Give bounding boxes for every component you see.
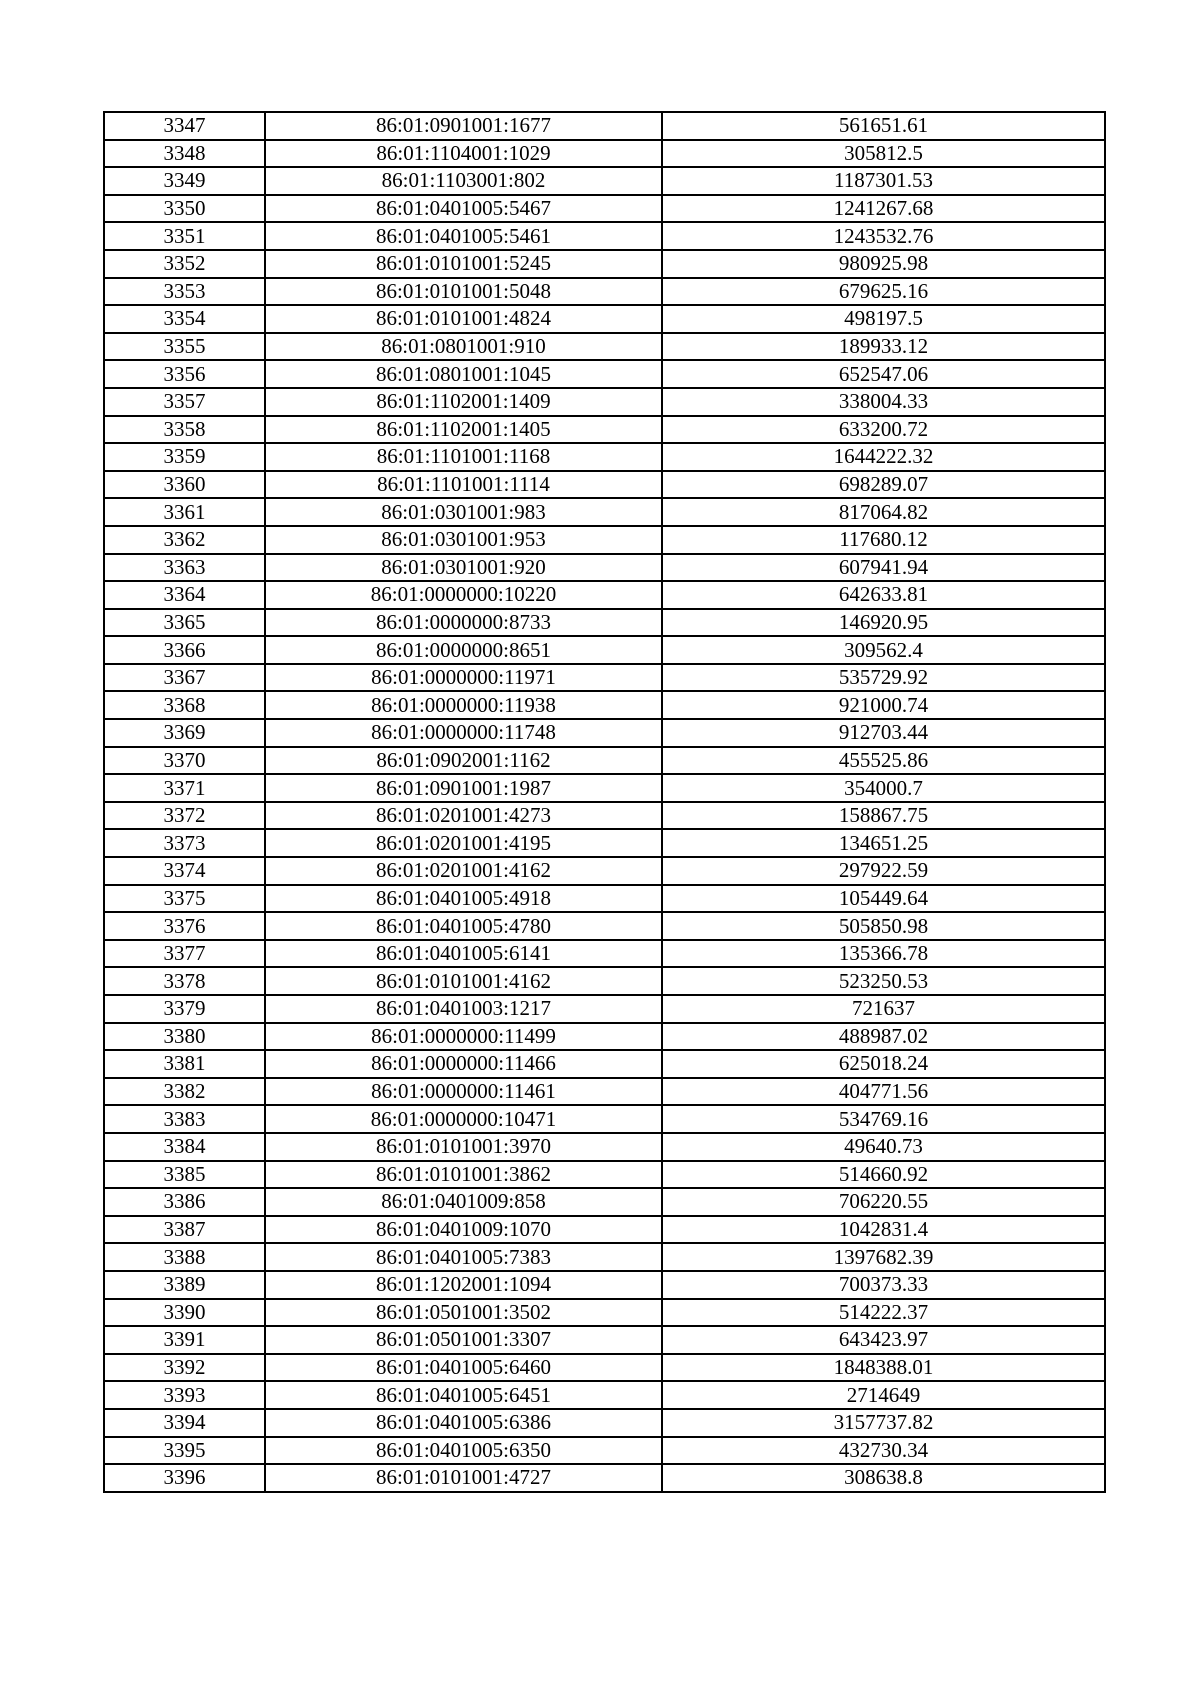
row-number-cell: 3390: [104, 1299, 265, 1327]
cadastral-number-cell: 86:01:0000000:10220: [265, 581, 662, 609]
row-number-cell: 3363: [104, 554, 265, 582]
row-number-cell: 3361: [104, 498, 265, 526]
cadastral-number-cell: 86:01:0000000:8651: [265, 636, 662, 664]
table-row: [104, 1050, 1105, 1078]
table-row: [104, 885, 1105, 913]
cadastral-value-cell: 338004.33: [662, 388, 1105, 416]
cadastral-number-cell: 86:01:1101001:1114: [265, 471, 662, 499]
cadastral-number-cell: 86:01:1102001:1405: [265, 416, 662, 444]
cadastral-value-cell: 432730.34: [662, 1437, 1105, 1465]
cadastral-value-cell: 297922.59: [662, 857, 1105, 885]
row-number-cell: 3396: [104, 1464, 265, 1492]
row-number-cell: 3348: [104, 140, 265, 168]
cadastral-number-cell: 86:01:0401005:5467: [265, 195, 662, 223]
row-number-cell: 3366: [104, 636, 265, 664]
table-row: [104, 857, 1105, 885]
row-number-cell: 3395: [104, 1437, 265, 1465]
table-row: [104, 609, 1105, 637]
cadastral-value-cell: 721637: [662, 995, 1105, 1023]
cadastral-value-cell: 607941.94: [662, 554, 1105, 582]
cadastral-number-cell: 86:01:0401005:4780: [265, 912, 662, 940]
cadastral-value-cell: 488987.02: [662, 1023, 1105, 1051]
cadastral-value-cell: 817064.82: [662, 498, 1105, 526]
cadastral-number-cell: 86:01:1104001:1029: [265, 140, 662, 168]
cadastral-value-cell: 146920.95: [662, 609, 1105, 637]
cadastral-value-cell: 1848388.01: [662, 1354, 1105, 1382]
cadastral-number-cell: 86:01:0301001:953: [265, 526, 662, 554]
cadastral-value-cell: 2714649: [662, 1381, 1105, 1409]
cadastral-value-cell: 455525.86: [662, 747, 1105, 775]
table-row: [104, 305, 1105, 333]
cadastral-value-cell: 561651.61: [662, 112, 1105, 140]
table-row: [104, 747, 1105, 775]
table-row: [104, 581, 1105, 609]
cadastral-value-cell: 308638.8: [662, 1464, 1105, 1492]
row-number-cell: 3352: [104, 250, 265, 278]
cadastral-number-cell: 86:01:0000000:11938: [265, 691, 662, 719]
table-row: [104, 774, 1105, 802]
table-row: [104, 1381, 1105, 1409]
row-number-cell: 3371: [104, 774, 265, 802]
table-row: [104, 416, 1105, 444]
row-number-cell: 3355: [104, 333, 265, 361]
row-number-cell: 3364: [104, 581, 265, 609]
cadastral-number-cell: 86:01:0201001:4162: [265, 857, 662, 885]
table-row: [104, 1354, 1105, 1382]
cadastral-value-cell: 498197.5: [662, 305, 1105, 333]
cadastral-number-cell: 86:01:0401003:1217: [265, 995, 662, 1023]
cadastral-number-cell: 86:01:0401005:6141: [265, 940, 662, 968]
table-body: [104, 112, 1105, 1492]
cadastral-number-cell: 86:01:0801001:1045: [265, 360, 662, 388]
row-number-cell: 3383: [104, 1105, 265, 1133]
table-row: [104, 1464, 1105, 1492]
row-number-cell: 3381: [104, 1050, 265, 1078]
cadastral-value-cell: 117680.12: [662, 526, 1105, 554]
table-row: [104, 498, 1105, 526]
table-row: [104, 360, 1105, 388]
row-number-cell: 3367: [104, 664, 265, 692]
cadastral-number-cell: 86:01:1102001:1409: [265, 388, 662, 416]
cadastral-number-cell: 86:01:0401005:4918: [265, 885, 662, 913]
table-row: [104, 388, 1105, 416]
row-number-cell: 3375: [104, 885, 265, 913]
row-number-cell: 3392: [104, 1354, 265, 1382]
cadastral-value-cell: 912703.44: [662, 719, 1105, 747]
cadastral-value-cell: 105449.64: [662, 885, 1105, 913]
table-row: [104, 333, 1105, 361]
cadastral-number-cell: 86:01:0401009:858: [265, 1188, 662, 1216]
table-row: [104, 995, 1105, 1023]
row-number-cell: 3369: [104, 719, 265, 747]
table-row: [104, 1133, 1105, 1161]
table-row: [104, 112, 1105, 140]
row-number-cell: 3374: [104, 857, 265, 885]
table-row: [104, 167, 1105, 195]
row-number-cell: 3360: [104, 471, 265, 499]
table-row: [104, 1271, 1105, 1299]
table-row: [104, 636, 1105, 664]
cadastral-number-cell: 86:01:0501001:3502: [265, 1299, 662, 1327]
cadastral-value-cell: 700373.33: [662, 1271, 1105, 1299]
cadastral-value-cell: 1241267.68: [662, 195, 1105, 223]
cadastral-number-cell: 86:01:1202001:1094: [265, 1271, 662, 1299]
row-number-cell: 3353: [104, 278, 265, 306]
row-number-cell: 3380: [104, 1023, 265, 1051]
cadastral-value-cell: 633200.72: [662, 416, 1105, 444]
cadastral-number-cell: 86:01:0401005:6386: [265, 1409, 662, 1437]
row-number-cell: 3391: [104, 1326, 265, 1354]
cadastral-value-cell: 505850.98: [662, 912, 1105, 940]
cadastral-number-cell: 86:01:1101001:1168: [265, 443, 662, 471]
cadastral-value-cell: 534769.16: [662, 1105, 1105, 1133]
cadastral-number-cell: 86:01:0902001:1162: [265, 747, 662, 775]
cadastral-number-cell: 86:01:0301001:920: [265, 554, 662, 582]
row-number-cell: 3387: [104, 1216, 265, 1244]
cadastral-number-cell: 86:01:0201001:4195: [265, 829, 662, 857]
table-row: [104, 1105, 1105, 1133]
table-row: [104, 140, 1105, 168]
row-number-cell: 3376: [104, 912, 265, 940]
cadastral-number-cell: 86:01:0101001:4824: [265, 305, 662, 333]
table-row: [104, 1023, 1105, 1051]
cadastral-number-cell: 86:01:0301001:983: [265, 498, 662, 526]
row-number-cell: 3384: [104, 1133, 265, 1161]
cadastral-number-cell: 86:01:0000000:11466: [265, 1050, 662, 1078]
table-row: [104, 967, 1105, 995]
table-row: [104, 664, 1105, 692]
cadastral-value-cell: 1042831.4: [662, 1216, 1105, 1244]
row-number-cell: 3368: [104, 691, 265, 719]
cadastral-number-cell: 86:01:0501001:3307: [265, 1326, 662, 1354]
cadastral-number-cell: 86:01:0101001:5245: [265, 250, 662, 278]
row-number-cell: 3373: [104, 829, 265, 857]
row-number-cell: 3370: [104, 747, 265, 775]
cadastral-number-cell: 86:01:0401009:1070: [265, 1216, 662, 1244]
row-number-cell: 3382: [104, 1078, 265, 1106]
table-row: [104, 940, 1105, 968]
cadastral-number-cell: 86:01:0101001:4727: [265, 1464, 662, 1492]
cadastral-number-cell: 86:01:0401005:7383: [265, 1243, 662, 1271]
table-row: [104, 1326, 1105, 1354]
cadastral-value-cell: 1243532.76: [662, 222, 1105, 250]
cadastral-value-cell: 679625.16: [662, 278, 1105, 306]
row-number-cell: 3394: [104, 1409, 265, 1437]
cadastral-number-cell: 86:01:0101001:3862: [265, 1161, 662, 1189]
row-number-cell: 3365: [104, 609, 265, 637]
table-row: [104, 250, 1105, 278]
cadastral-value-cell: 706220.55: [662, 1188, 1105, 1216]
table-row: [104, 1299, 1105, 1327]
cadastral-value-cell: 980925.98: [662, 250, 1105, 278]
cadastral-number-cell: 86:01:0101001:4162: [265, 967, 662, 995]
cadastral-value-cell: 134651.25: [662, 829, 1105, 857]
cadastral-value-cell: 158867.75: [662, 802, 1105, 830]
row-number-cell: 3389: [104, 1271, 265, 1299]
cadastral-value-cell: 643423.97: [662, 1326, 1105, 1354]
row-number-cell: 3377: [104, 940, 265, 968]
cadastral-value-cell: 189933.12: [662, 333, 1105, 361]
table-row: [104, 1437, 1105, 1465]
row-number-cell: 3356: [104, 360, 265, 388]
row-number-cell: 3379: [104, 995, 265, 1023]
row-number-cell: 3393: [104, 1381, 265, 1409]
cadastral-value-cell: 642633.81: [662, 581, 1105, 609]
cadastral-value-cell: 404771.56: [662, 1078, 1105, 1106]
cadastral-value-cell: 309562.4: [662, 636, 1105, 664]
cadastral-number-cell: 86:01:0000000:11461: [265, 1078, 662, 1106]
cadastral-value-cell: 1644222.32: [662, 443, 1105, 471]
cadastral-number-cell: 86:01:0000000:11748: [265, 719, 662, 747]
row-number-cell: 3359: [104, 443, 265, 471]
table-row: [104, 1243, 1105, 1271]
cadastral-value-cell: 514660.92: [662, 1161, 1105, 1189]
row-number-cell: 3386: [104, 1188, 265, 1216]
cadastral-number-cell: 86:01:0401005:6460: [265, 1354, 662, 1382]
table-row: [104, 719, 1105, 747]
row-number-cell: 3378: [104, 967, 265, 995]
cadastral-number-cell: 86:01:0801001:910: [265, 333, 662, 361]
cadastral-value-cell: 514222.37: [662, 1299, 1105, 1327]
row-number-cell: 3388: [104, 1243, 265, 1271]
row-number-cell: 3362: [104, 526, 265, 554]
cadastral-value-table: [103, 111, 1106, 1493]
row-number-cell: 3350: [104, 195, 265, 223]
table-row: [104, 1161, 1105, 1189]
cadastral-number-cell: 86:01:0000000:8733: [265, 609, 662, 637]
table-row: [104, 471, 1105, 499]
cadastral-value-cell: 921000.74: [662, 691, 1105, 719]
cadastral-value-cell: 523250.53: [662, 967, 1105, 995]
cadastral-value-cell: 625018.24: [662, 1050, 1105, 1078]
table-row: [104, 554, 1105, 582]
cadastral-number-cell: 86:01:0101001:3970: [265, 1133, 662, 1161]
table-row: [104, 1188, 1105, 1216]
cadastral-number-cell: 86:01:0101001:5048: [265, 278, 662, 306]
row-number-cell: 3347: [104, 112, 265, 140]
cadastral-number-cell: 86:01:0401005:5461: [265, 222, 662, 250]
cadastral-number-cell: 86:01:0901001:1677: [265, 112, 662, 140]
cadastral-value-cell: 652547.06: [662, 360, 1105, 388]
table-row: [104, 1216, 1105, 1244]
cadastral-value-cell: 49640.73: [662, 1133, 1105, 1161]
cadastral-value-cell: 135366.78: [662, 940, 1105, 968]
table-row: [104, 1078, 1105, 1106]
table-row: [104, 802, 1105, 830]
cadastral-number-cell: 86:01:0201001:4273: [265, 802, 662, 830]
cadastral-number-cell: 86:01:1103001:802: [265, 167, 662, 195]
table-row: [104, 222, 1105, 250]
table-row: [104, 195, 1105, 223]
cadastral-value-cell: 698289.07: [662, 471, 1105, 499]
table-row: [104, 526, 1105, 554]
table-row: [104, 691, 1105, 719]
row-number-cell: 3372: [104, 802, 265, 830]
cadastral-value-cell: 535729.92: [662, 664, 1105, 692]
table-row: [104, 829, 1105, 857]
row-number-cell: 3385: [104, 1161, 265, 1189]
table-row: [104, 912, 1105, 940]
table-row: [104, 443, 1105, 471]
cadastral-number-cell: 86:01:0000000:11499: [265, 1023, 662, 1051]
cadastral-value-cell: 305812.5: [662, 140, 1105, 168]
table-row: [104, 1409, 1105, 1437]
row-number-cell: 3358: [104, 416, 265, 444]
cadastral-number-cell: 86:01:0901001:1987: [265, 774, 662, 802]
row-number-cell: 3351: [104, 222, 265, 250]
cadastral-value-cell: 1397682.39: [662, 1243, 1105, 1271]
cadastral-value-cell: 3157737.82: [662, 1409, 1105, 1437]
row-number-cell: 3357: [104, 388, 265, 416]
cadastral-number-cell: 86:01:0401005:6451: [265, 1381, 662, 1409]
row-number-cell: 3349: [104, 167, 265, 195]
cadastral-value-cell: 354000.7: [662, 774, 1105, 802]
cadastral-number-cell: 86:01:0000000:11971: [265, 664, 662, 692]
cadastral-value-cell: 1187301.53: [662, 167, 1105, 195]
row-number-cell: 3354: [104, 305, 265, 333]
table-row: [104, 278, 1105, 306]
cadastral-number-cell: 86:01:0000000:10471: [265, 1105, 662, 1133]
cadastral-number-cell: 86:01:0401005:6350: [265, 1437, 662, 1465]
